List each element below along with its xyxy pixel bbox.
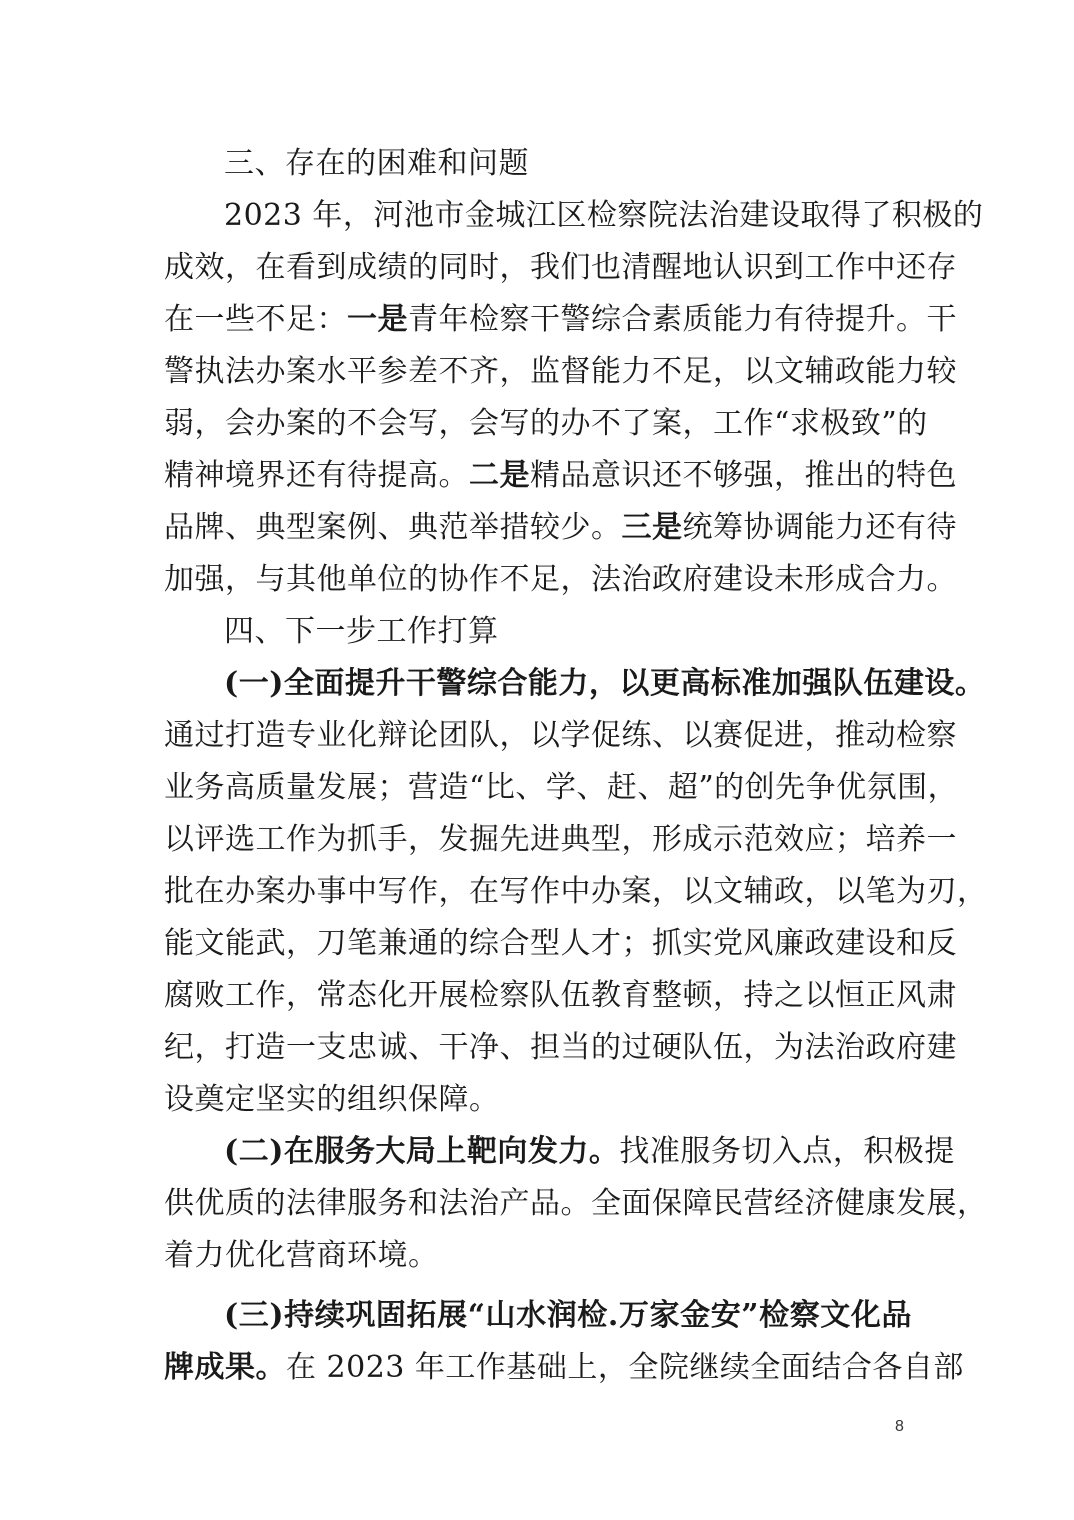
body-text: 青年检察干警综合素质能力有待提升。干: [408, 302, 957, 337]
body-text: 腐败工作，常态化开展检察队伍教育整顿，持之以恒正风肃: [164, 978, 957, 1013]
heading-text: 四、下一步工作打算: [224, 614, 499, 649]
body-text: 着力优化营商环境。: [164, 1238, 439, 1273]
paragraph-line: [164, 502, 957, 554]
paragraph-line: [164, 190, 984, 242]
emphasis-text: 一是: [347, 302, 408, 337]
paragraph-line: [164, 970, 957, 1022]
body-text: 在一些不足：: [164, 302, 347, 337]
body-text: 加强，与其他单位的协作不足，法治政府建设未形成合力。: [164, 562, 957, 597]
paragraph-line: [164, 398, 928, 450]
section-heading-problems: [164, 138, 912, 190]
body-text: 统筹协调能力还有待: [682, 510, 957, 545]
paragraph-line: [164, 1230, 912, 1282]
paragraph-line: [164, 242, 957, 294]
body-text: 以评选工作为抓手，发掘先进典型，形成示范效应；培养一: [164, 822, 957, 857]
paragraph-line: [164, 554, 957, 606]
paragraph-line: [164, 866, 988, 918]
paragraph-line: [164, 450, 957, 502]
item-title: [164, 1290, 912, 1342]
body-text: 通过打造专业化辩论团队，以学促练、以赛促进，推动检察: [164, 718, 957, 753]
paragraph-line: [164, 710, 957, 762]
item-title-text: 牌成果。: [164, 1350, 286, 1385]
item-title-text: (一)全面提升干警综合能力，以更高标准加强队伍建设。: [224, 666, 986, 701]
paragraph-line: [164, 762, 959, 814]
body-text: 纪，打造一支忠诚、干净、担当的过硬队伍，为法治政府建: [164, 1030, 957, 1065]
body-text: 成效，在看到成绩的同时，我们也清醒地认识到工作中还存: [164, 250, 957, 285]
document-body: [164, 138, 988, 1394]
heading-text: 三、存在的困难和问题: [224, 146, 529, 181]
body-text: 能文能武，刀笔兼通的综合型人才；抓实党风廉政建设和反: [164, 926, 957, 961]
body-text: 业务高质量发展；营造“比、学、赶、超”的创先争优氛围，: [164, 770, 959, 805]
body-text: 供优质的法律服务和法治产品。全面保障民营经济健康发展，: [164, 1186, 988, 1221]
body-text: 找准服务切入点，积极提: [619, 1134, 955, 1169]
body-text: 2023 年，河池市金城江区检察院法治建设取得了积极的: [224, 198, 984, 233]
item-title-text: (三)持续巩固拓展“山水润检.万家金安”检察文化品: [224, 1298, 912, 1333]
body-text: 精神境界还有待提高。: [164, 458, 469, 493]
item-title: [164, 658, 986, 710]
paragraph-line: [164, 1126, 955, 1178]
paragraph-line: [164, 814, 957, 866]
body-text: 警执法办案水平参差不齐，监督能力不足，以文辅政能力较: [164, 354, 957, 389]
paragraph-line: [164, 1074, 912, 1126]
paragraph-line: [164, 1022, 957, 1074]
item-title-text: (二)在服务大局上靶向发力。: [224, 1134, 620, 1169]
paragraph-line: [164, 1178, 988, 1230]
emphasis-text: 二是: [469, 458, 530, 493]
body-text: 精品意识还不够强，推出的特色: [530, 458, 957, 493]
emphasis-text: 三是: [621, 510, 683, 545]
body-text: 设奠定坚实的组织保障。: [164, 1082, 500, 1117]
paragraph-line: [164, 294, 957, 346]
body-text: 弱，会办案的不会写，会写的办不了案，工作“求极致”的: [164, 406, 928, 441]
paragraph-line: [164, 346, 957, 398]
section-heading-next-steps: [164, 606, 912, 658]
body-text: 品牌、典型案例、典范举措较少。: [164, 510, 622, 545]
paragraph-line: [164, 918, 957, 970]
body-text: 批在办案办事中写作，在写作中办案，以文辅政，以笔为刃，: [164, 874, 988, 909]
body-text: 在 2023 年工作基础上，全院继续全面结合各自部: [286, 1350, 964, 1385]
paragraph-line: [164, 1342, 964, 1394]
page-number: 8: [895, 1418, 904, 1435]
